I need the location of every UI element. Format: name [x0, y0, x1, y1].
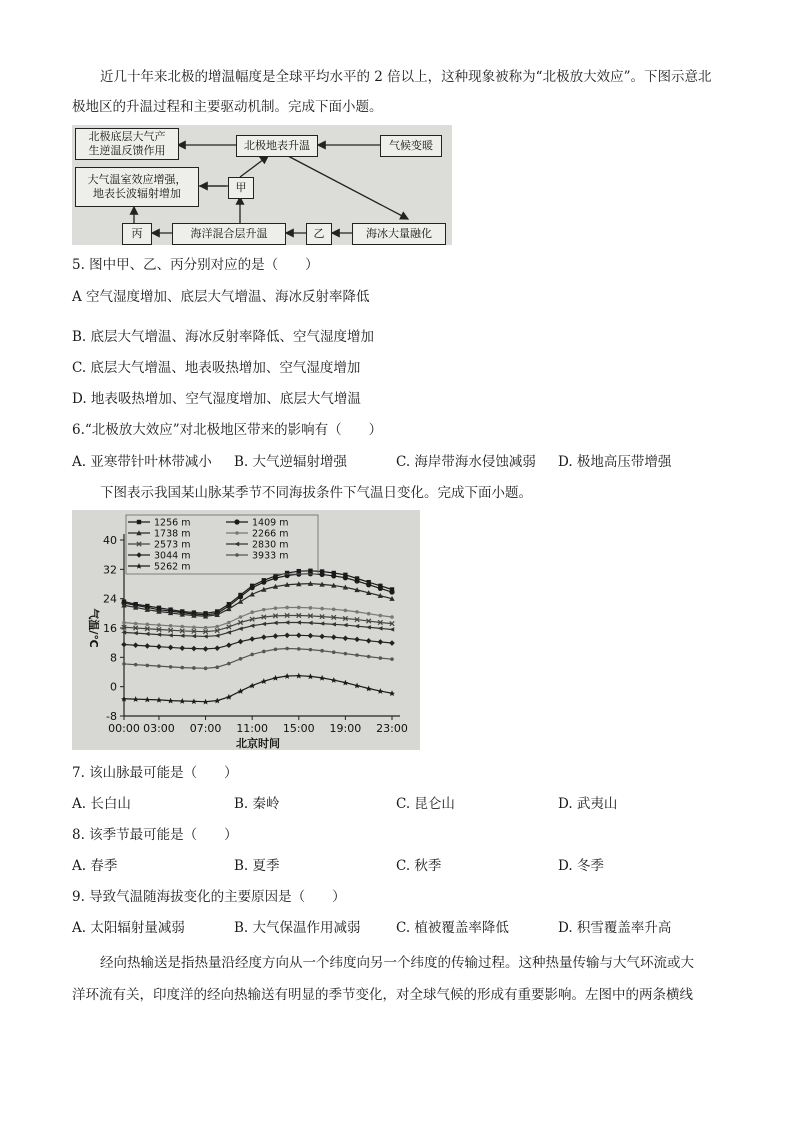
legend-marker	[136, 552, 142, 558]
data-point	[366, 625, 371, 629]
q7-stem: 7. 该山脉最可能是（ ）	[72, 765, 238, 781]
q8-option-a: A. 春季	[72, 858, 118, 874]
data-point	[133, 631, 138, 635]
data-point	[226, 694, 232, 700]
data-point	[168, 698, 174, 704]
x-axis-label: 北京时间	[236, 737, 280, 750]
data-point	[296, 633, 302, 639]
data-point	[180, 634, 185, 638]
data-point	[179, 645, 185, 651]
series-line	[124, 635, 392, 649]
data-point	[320, 607, 324, 611]
data-point	[296, 673, 302, 679]
data-point	[250, 610, 254, 614]
y-tick-label: 32	[103, 563, 117, 577]
y-tick-label: -8	[106, 710, 117, 723]
legend-marker	[137, 520, 141, 524]
data-point	[261, 622, 266, 626]
data-point	[319, 675, 325, 681]
data-point	[354, 637, 360, 643]
q9-stem: 9. 导致气温随海拔变化的主要原因是（ ）	[72, 889, 346, 905]
data-point	[355, 610, 359, 614]
x-tick-label: 19:00	[329, 722, 362, 735]
q6-stem: 6.“北极放大效应”对北极地区带来的影响有（ ）	[72, 422, 383, 438]
data-point	[379, 656, 383, 660]
data-point	[331, 677, 337, 683]
data-point	[238, 627, 243, 631]
temperature-diurnal-chart	[72, 510, 420, 750]
data-point	[366, 582, 371, 587]
data-point	[249, 624, 254, 628]
q5-stem: 5. 图中甲、乙、丙分别对应的是（ ）	[72, 257, 319, 273]
data-point	[238, 599, 243, 604]
q5-option-c: C. 底层大气增温、地表吸热增加、空气湿度增加	[72, 360, 361, 376]
data-point	[389, 640, 395, 646]
data-point	[308, 621, 313, 625]
q5-option-a: A 空气湿度增加、底层大气增温、海冰反射率降低	[72, 289, 370, 305]
data-point	[332, 608, 336, 612]
data-point	[331, 622, 336, 626]
data-point	[239, 657, 243, 661]
data-point	[191, 634, 196, 638]
x-tick-label: 07:00	[189, 722, 222, 735]
series-line	[124, 676, 392, 702]
data-point	[378, 586, 383, 591]
data-point	[319, 621, 324, 625]
arrow-jia-to-surface	[240, 156, 268, 177]
box-climate-warming: 气候变暖	[380, 135, 442, 157]
data-point	[215, 665, 219, 669]
q8-option-b: B. 夏季	[234, 858, 280, 874]
x-tick-label: 00:00	[108, 722, 140, 735]
data-point	[331, 634, 337, 640]
data-point	[239, 615, 243, 619]
data-point	[319, 634, 325, 640]
data-point	[122, 662, 126, 666]
data-point	[226, 642, 232, 648]
data-point	[249, 683, 255, 689]
data-point	[203, 646, 209, 652]
q6-option-d: D. 极地高压带增强	[558, 454, 672, 470]
data-point	[180, 666, 184, 670]
data-point	[121, 642, 127, 648]
data-point	[366, 686, 372, 692]
data-point	[378, 639, 384, 645]
data-point	[284, 633, 290, 639]
data-point	[214, 698, 220, 704]
data-point	[238, 594, 243, 599]
box-inversion-feedback: 北极底层大气产 生逆温反馈作用	[75, 128, 179, 160]
data-point	[274, 606, 278, 610]
q7-option-a: A. 长白山	[72, 796, 131, 812]
data-point	[226, 630, 231, 634]
data-point	[156, 632, 161, 636]
data-point	[284, 620, 289, 624]
legend-label: 1409 m	[252, 517, 289, 529]
arrow-surface-to-ice	[288, 156, 408, 219]
box-sea-ice-melt: 海冰大量融化	[352, 223, 446, 245]
data-point	[343, 575, 348, 580]
data-point	[354, 624, 359, 628]
data-point	[390, 615, 394, 619]
data-point	[390, 657, 394, 661]
q7-option-d: D. 武夷山	[558, 796, 618, 812]
q9-option-c: C. 植被覆盖率降低	[396, 920, 509, 936]
data-point	[379, 614, 383, 618]
data-point	[308, 633, 314, 639]
data-point	[215, 625, 219, 629]
data-point	[354, 578, 359, 583]
data-point	[344, 652, 348, 656]
data-point	[262, 650, 266, 654]
y-tick-label: 40	[103, 534, 117, 547]
intro-paragraph-3-line-2: 洋环流有关，印度洋的经向热输送有明显的季节变化，对全球气候的形成有重要影响。左图中的两条横线	[72, 987, 693, 1003]
arctic-warming-flowchart	[72, 125, 452, 245]
data-point	[156, 644, 162, 650]
y-tick-label: 0	[110, 680, 117, 694]
data-point	[179, 698, 185, 704]
data-point	[378, 688, 384, 694]
data-point	[204, 667, 208, 671]
legend-label: 3044 m	[154, 550, 191, 562]
data-point	[238, 688, 244, 694]
data-point	[261, 580, 266, 585]
data-point	[191, 698, 197, 704]
legend-label: 2266 m	[252, 528, 289, 540]
data-point	[309, 606, 313, 610]
data-point	[227, 662, 231, 666]
data-point	[122, 621, 126, 625]
data-point	[309, 648, 313, 652]
box-jia: 甲	[228, 177, 254, 199]
intro-paragraph-line-1: 近几十年来北极的增温幅度是全球平均水平的 2 倍以上，这种现象被称为“北极放大效应”。下图示意北	[100, 69, 712, 85]
data-point	[296, 620, 301, 624]
data-point	[344, 609, 348, 613]
data-point	[145, 643, 151, 649]
legend-label: 2830 m	[252, 539, 289, 551]
data-point	[157, 664, 161, 668]
data-point	[250, 585, 255, 590]
data-point	[180, 625, 184, 629]
data-point	[285, 606, 289, 610]
data-point	[389, 589, 394, 594]
box-ocean-mixed-layer: 海洋混合层升温	[172, 223, 286, 245]
data-point	[192, 625, 196, 629]
legend-marker	[136, 563, 142, 569]
data-point	[215, 634, 220, 638]
x-tick-label: 23:00	[376, 722, 408, 735]
legend-label: 3933 m	[252, 550, 289, 562]
q6-option-c: C. 海岸带海水侵蚀减弱	[396, 454, 536, 470]
legend-marker	[234, 542, 239, 546]
data-point	[319, 572, 324, 577]
legend-label: 1738 m	[154, 528, 191, 540]
data-point	[145, 632, 150, 636]
data-point	[366, 638, 372, 644]
data-point	[332, 650, 336, 654]
legend-marker	[235, 531, 239, 535]
data-point	[262, 608, 266, 612]
legend-marker	[235, 553, 239, 557]
data-point	[273, 675, 279, 681]
data-point	[134, 663, 138, 667]
data-point	[343, 680, 349, 686]
x-tick-label: 15:00	[282, 722, 315, 735]
data-point	[273, 621, 278, 625]
data-point	[320, 649, 324, 653]
data-point	[273, 576, 278, 581]
data-point	[343, 623, 348, 627]
q9-option-d: D. 积雪覆盖率升高	[558, 920, 672, 936]
y-tick-label: 16	[103, 622, 117, 635]
data-point	[354, 683, 360, 689]
data-point	[274, 647, 278, 651]
data-point	[273, 633, 279, 639]
series-line	[124, 649, 392, 669]
data-point	[134, 622, 138, 626]
q8-stem: 8. 该季节最可能是（ ）	[72, 827, 238, 843]
q9-option-b: B. 大气保温作用减弱	[234, 920, 361, 936]
chart-svg	[72, 510, 420, 750]
q5-option-b: B. 底层大气增温、海冰反射率降低、空气湿度增加	[72, 329, 375, 345]
data-point	[261, 634, 267, 640]
data-point	[250, 653, 254, 657]
data-point	[343, 635, 349, 641]
data-point	[367, 655, 371, 659]
q7-option-b: B. 秦岭	[234, 796, 280, 812]
data-point	[389, 627, 394, 631]
box-greenhouse-enhanced: 大气温室效应增强， 地表长波辐射增加	[75, 167, 199, 207]
data-point	[145, 697, 151, 703]
legend-marker	[234, 519, 239, 524]
q6-option-a: A. 亚寒带针叶林带减小	[72, 454, 212, 470]
box-arctic-surface-warming: 北极地表升温	[236, 135, 318, 157]
data-point	[133, 696, 139, 702]
data-point	[168, 645, 174, 651]
data-point	[285, 647, 289, 651]
data-point	[389, 690, 395, 696]
box-yi: 乙	[306, 223, 332, 245]
legend-label: 2573 m	[154, 539, 191, 551]
y-axis-label: 气温/℃	[87, 608, 100, 648]
data-point	[378, 626, 383, 630]
data-point	[169, 624, 173, 628]
q5-option-d: D. 地表吸热增加、空气湿度增加、底层大气增温	[72, 391, 361, 407]
q8-option-c: C. 秋季	[396, 858, 442, 874]
y-tick-label: 8	[110, 651, 117, 665]
data-point	[157, 623, 161, 627]
data-point	[238, 639, 244, 645]
data-point	[204, 626, 208, 630]
box-bing: 丙	[122, 223, 152, 245]
data-point	[355, 653, 359, 657]
data-point	[297, 606, 301, 610]
data-point	[297, 647, 301, 651]
data-point	[367, 612, 371, 616]
q9-option-a: A. 太阳辐射量减弱	[72, 920, 185, 936]
legend-label: 5262 m	[154, 561, 191, 573]
data-point	[203, 699, 209, 705]
y-tick-label: 24	[103, 592, 117, 606]
intro-paragraph-3-line-1: 经向热输送是指热量沿经度方向从一个纬度向另一个纬度的传输过程。这种热量传输与大气环流或大	[100, 955, 694, 971]
data-point	[284, 673, 290, 679]
data-point	[261, 678, 267, 684]
series-line	[124, 616, 392, 632]
data-point	[192, 666, 196, 670]
data-point	[249, 636, 255, 642]
data-point	[214, 645, 220, 651]
legend-label: 1256 m	[154, 517, 191, 529]
data-point	[308, 673, 314, 679]
data-point	[203, 634, 208, 638]
x-tick-label: 03:00	[143, 722, 175, 735]
intro-paragraph-line-2: 极地区的升温过程和主要驱动机制。完成下面小题。	[72, 99, 383, 115]
data-point	[133, 642, 139, 648]
q6-option-b: B. 大气逆辐射增强	[234, 454, 348, 470]
data-point	[146, 623, 150, 627]
data-point	[191, 646, 197, 652]
intro-paragraph-2: 下图表示我国某山脉某季节不同海拔条件下气温日变化。完成下面小题。	[100, 485, 532, 501]
data-point	[169, 665, 173, 669]
data-point	[146, 664, 150, 668]
data-point	[156, 697, 162, 703]
data-point	[227, 621, 231, 625]
x-tick-label: 11:00	[236, 722, 269, 735]
data-point	[331, 573, 336, 578]
q8-option-d: D. 冬季	[558, 858, 604, 874]
data-point	[168, 633, 173, 637]
q7-option-c: C. 昆仑山	[396, 796, 455, 812]
